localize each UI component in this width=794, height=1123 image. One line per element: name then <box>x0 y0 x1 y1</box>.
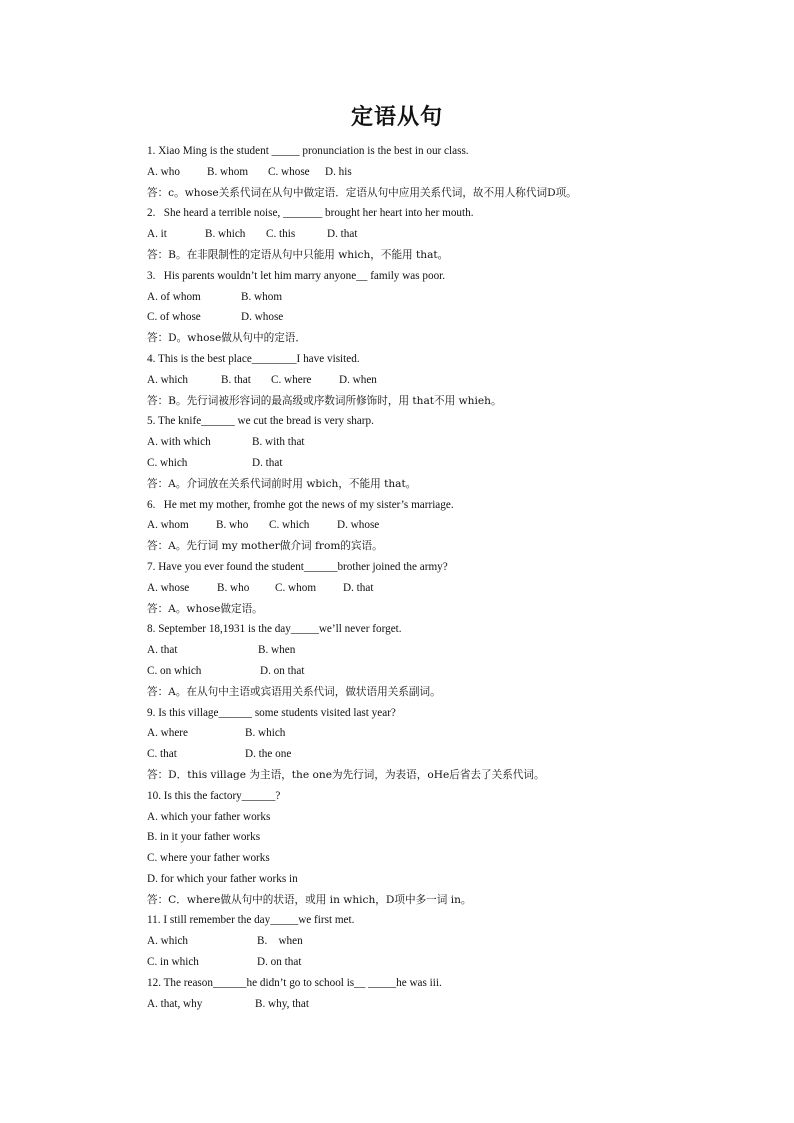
options-row <box>147 723 747 744</box>
option: A. which <box>147 373 189 386</box>
option: B. who <box>217 581 250 594</box>
exercise-list <box>147 141 747 1014</box>
option: D. that <box>252 456 283 469</box>
option: A. that, why <box>147 997 203 1010</box>
options-row <box>147 931 747 952</box>
option: B. with that <box>252 436 305 449</box>
answer-line: 答：B。在非限制性的定语从句中只能用 which，不能用 that。 <box>147 248 449 261</box>
option: B. which <box>245 727 286 740</box>
option: B. whom <box>207 165 249 178</box>
option: C. this <box>266 228 296 241</box>
options-row <box>147 162 747 183</box>
option: D. on that <box>257 956 302 969</box>
options-row <box>147 578 747 599</box>
option: C. whom <box>275 581 317 594</box>
question-line: 7. Have you ever found the student______brother joined the army? <box>147 560 448 573</box>
question-line: 8. September 18,1931 is the day_____we’ll never forget. <box>147 623 402 636</box>
options-row <box>147 432 747 453</box>
options-row <box>147 661 747 682</box>
option: C. on which <box>147 664 202 677</box>
option: A. who <box>147 165 180 178</box>
options-row <box>147 370 747 391</box>
option: A. that <box>147 644 178 657</box>
option: B. when <box>258 644 296 657</box>
options-row <box>147 744 747 765</box>
option: A. where <box>147 727 189 740</box>
option: A. whom <box>147 519 189 532</box>
options-row <box>147 287 747 308</box>
question-line: C. where your father works <box>147 852 270 865</box>
option: D. on that <box>260 664 305 677</box>
answer-line: 答：A。先行词 my mother做介词 from的宾语。 <box>147 540 383 553</box>
option: D. the one <box>245 748 292 761</box>
option: B. that <box>221 373 251 386</box>
option: D. when <box>339 373 377 386</box>
option: C. that <box>147 748 177 761</box>
option: C. in which <box>147 956 199 969</box>
question-line: B. in it your father works <box>147 831 261 844</box>
question-line: 3. His parents wouldn’t let him marry anyone__ family was poor. <box>147 269 446 282</box>
option: D. that <box>343 581 374 594</box>
option: A. whose <box>147 581 190 594</box>
option: D. his <box>325 165 352 178</box>
option: B. why, that <box>255 997 309 1010</box>
question-line: 11. I still remember the day_____we first met. <box>147 914 355 927</box>
question-line: A. which your father works <box>147 810 271 823</box>
option: B. whom <box>241 290 283 303</box>
option: D. whose <box>337 519 380 532</box>
answer-line: 答：A。whose做定语。 <box>147 602 263 615</box>
question-line: D. for which your father works in <box>147 872 298 885</box>
options-row <box>147 224 747 245</box>
option: C. whose <box>268 165 310 178</box>
options-row <box>147 515 747 536</box>
option: C. which <box>269 519 310 532</box>
question-line: 10. Is this the factory______? <box>147 789 281 802</box>
question-line: 6. He met my mother, fromhe got the news of my sister’s marriage. <box>147 498 454 511</box>
answer-line: 答：A。介词放在关系代词前时用 wbich，不能用 that。 <box>147 477 417 490</box>
answer-line: 答：D．this village 为主语，the one为先行词，为表语，oHe后省去了关系代词。 <box>147 768 545 781</box>
option: C. of whose <box>147 311 201 324</box>
question-line: 4. This is the best place________I have visited. <box>147 352 360 365</box>
question-line: 5. The knife______ we cut the bread is very sharp. <box>147 415 374 428</box>
question-line: 2. She heard a terrible noise, _______ brought her heart into her mouth. <box>147 207 474 220</box>
options-row <box>147 994 747 1015</box>
document-title: 定语从句 <box>350 105 443 130</box>
question-line: 12. The reason______he didn’t go to school is__ _____he was iii. <box>147 976 442 989</box>
option: C. where <box>271 373 312 386</box>
answer-line: 答：B。先行词被形容词的最高级或序数词所修饰时，用 that不用 whieh。 <box>147 394 502 407</box>
option: B. who <box>216 519 249 532</box>
option: A. with which <box>147 436 211 449</box>
option: B. which <box>205 228 246 241</box>
answer-line: 答：c。whose关系代词在从句中做定语．定语从句中应用关系代词，故不用人称代词D项。 <box>147 186 577 199</box>
option: D. whose <box>241 311 284 324</box>
answer-line: 答：D。whose做从句中的定语． <box>147 332 306 345</box>
answer-line: 答：C．where做从句中的状语，或用 in which，D项中多一词 in。 <box>147 893 472 906</box>
options-row <box>147 453 747 474</box>
option: A. it <box>147 228 167 241</box>
option: A. of whom <box>147 290 201 303</box>
answer-line: 答：A。在从句中主语或宾语用关系代词，做状语用关系副词。 <box>147 685 441 698</box>
options-row <box>147 640 747 661</box>
question-line: 1. Xiao Ming is the student _____ pronunciation is the best in our class. <box>147 145 469 157</box>
option: B. when <box>257 935 303 948</box>
option: C. which <box>147 456 188 469</box>
option: D. that <box>327 228 358 241</box>
options-row <box>147 307 747 328</box>
question-line: 9. Is this village______ some students visited last year? <box>147 706 396 719</box>
options-row <box>147 952 747 973</box>
option: A. which <box>147 935 189 948</box>
